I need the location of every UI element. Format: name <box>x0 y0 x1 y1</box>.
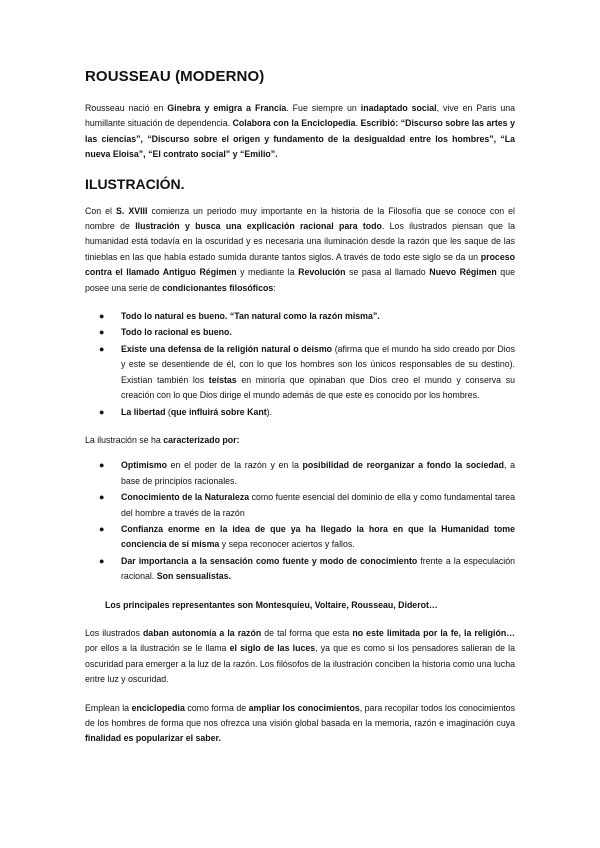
intro-paragraph-run: : <box>273 282 276 293</box>
intro-paragraph-run: S. XVIII <box>116 205 148 216</box>
intro-paragraph-run: que posee una serie de <box>85 267 515 293</box>
bio-paragraph-run: Ginebra y emigra a Francia <box>167 103 287 113</box>
list-item <box>85 325 515 340</box>
list-item-text-run: ( <box>165 406 171 417</box>
list-item-text-run: Son sensualistas. <box>156 571 232 582</box>
list-item <box>85 458 515 489</box>
autonomy-paragraph-run: , ya que es como si los pensadores salieran de la oscuridad para emerger a la luz de la razón. Los filósofos de la ilustración conciben la historia como una lucha entre luz y oscuridad. <box>85 643 515 685</box>
bio-paragraph-run: Escribió: “Discurso sobre las artes y las ciencias”, “Discurso sobre el origen y fundamento de la desigualdad entre los hombres”, “La nueva Eloisa”, “El contrato social” y “Emilio”. <box>85 118 515 160</box>
autonomy-paragraph-run: daban autonomía a la razón <box>142 627 262 638</box>
intro-paragraph-run: Revolución <box>298 267 346 278</box>
characterized-intro-run: caracterizado por: <box>163 434 240 445</box>
list-item-text-run: Confianza enorme en la idea de que ya ha llegado la hora en que la Humanidad tome conciencia de sí misma <box>121 523 515 550</box>
intro-paragraph <box>85 204 515 296</box>
list-item-text-run: Todo lo racional es bueno. <box>121 327 232 338</box>
intro-paragraph-run: comienza un periodo muy importante en la historia de la Filosofía que se conoce con el nombre de <box>85 205 515 232</box>
bullet-icon: ● <box>99 555 105 566</box>
list-item-text-run: (afirma que el mundo ha sido creado por Dios y este se desentiende de él, con lo que los hombres son los únicos responsables de su destino). Existían también los <box>121 343 516 385</box>
intro-paragraph-run: Ilustración y busca una explicación racional para todo <box>135 221 382 232</box>
list-item <box>85 554 515 585</box>
intro-paragraph-run: . Los ilustrados piensan que la humanidad está todavía en la oscuridad y es necesaria una iluminación desde la razón que les saque de las tinieblas en las que había estado sumida durante tantos siglos. A través de todo este siglo se da un <box>85 221 515 262</box>
encyclopedia-paragraph <box>85 701 515 747</box>
intro-paragraph-run: Nuevo Régimen <box>429 267 497 278</box>
list-item <box>85 342 515 404</box>
bio-paragraph-run: . Fue siempre un <box>286 103 361 113</box>
intro-paragraph-run: y mediante la <box>236 267 299 278</box>
list-item-text-run: frente a la especulación racional. <box>121 555 515 582</box>
intro-paragraph-run: Con el <box>85 205 117 216</box>
bio-paragraph-run: Rousseau nació en <box>85 103 168 113</box>
encyclopedia-paragraph-run: enciclopedia <box>131 702 185 713</box>
encyclopedia-paragraph-run: ampliar los conocimientos <box>248 702 360 713</box>
characterized-intro <box>85 433 515 448</box>
bullet-icon: ● <box>99 406 105 417</box>
autonomy-paragraph-run: Los ilustrados <box>85 627 143 638</box>
list-item-text-run: Dar importancia a la sensación como fuente y modo de conocimiento <box>121 555 418 566</box>
autonomy-paragraph-run: no este limitada por la fe, la religión… <box>352 627 515 638</box>
list-item-text-run: como fuente esencial del dominio de ella y como fundamental tarea del hombre a través de la razón <box>121 492 515 518</box>
autonomy-paragraph <box>85 626 515 688</box>
list-item-text-run: posibilidad de reorganizar a fondo la sociedad <box>302 460 504 471</box>
list-item-text-run: Existe una defensa de la religión natural o deísmo <box>121 343 333 354</box>
autonomy-paragraph-run: el siglo de las luces <box>229 643 316 654</box>
encyclopedia-paragraph-run: Emplean la <box>85 702 132 713</box>
list-item-text-run: y sepa reconocer aciertos y fallos. <box>219 539 355 550</box>
section-heading: ILUSTRACIÓN. <box>85 175 185 192</box>
intro-paragraph-run: proceso contra el llamado Antiguo Régimen <box>85 251 515 278</box>
list-item <box>85 522 515 553</box>
characteristics-list <box>85 458 515 584</box>
intro-paragraph-run: se pasa al llamado <box>345 267 430 278</box>
bio-paragraph-run: . <box>355 118 361 129</box>
representatives-line <box>85 598 515 613</box>
list-item-text-run: , a base de principios racionales. <box>121 460 515 486</box>
list-item <box>85 309 515 324</box>
conditions-list <box>85 309 515 420</box>
list-item <box>85 405 515 420</box>
encyclopedia-paragraph-run: como forma de <box>184 702 249 713</box>
bullet-icon: ● <box>99 343 105 354</box>
list-item-text-run: teístas <box>208 374 237 385</box>
list-item-text-run: Conocimiento de la Naturaleza <box>121 492 250 503</box>
list-item-text-run: ). <box>266 406 273 417</box>
page-title: ROUSSEAU (MODERNO) <box>85 68 265 85</box>
list-item-text-run: que influirá sobre Kant <box>170 406 267 417</box>
bio-paragraph-run: , vive en Paris una humillante situación de dependencia. <box>85 103 515 129</box>
encyclopedia-paragraph-run: , para recopilar todos los conocimientos de los hombres de forma que nos ofrezca una visión global basada en la memoria, razón e imaginación cuya <box>85 702 515 728</box>
bio-paragraph-run: inadaptado social <box>360 103 437 113</box>
characterized-intro-run: La ilustración se ha <box>85 434 164 445</box>
list-item-text-run: Todo lo natural es bueno. “Tan natural como la razón misma”. <box>121 311 380 322</box>
bullet-icon: ● <box>99 492 105 503</box>
bio-paragraph <box>85 101 515 163</box>
list-item-text-run: La libertad <box>121 406 166 417</box>
encyclopedia-paragraph-run: finalidad es popularizar el saber. <box>85 733 221 744</box>
bullet-icon: ● <box>99 327 105 338</box>
list-item-text-run: Optimismo <box>121 460 167 471</box>
bullet-icon: ● <box>99 523 105 534</box>
bullet-icon: ● <box>99 460 105 471</box>
list-item-text-run: en el poder de la razón y en la <box>166 460 303 471</box>
bullet-icon: ● <box>99 311 105 322</box>
intro-paragraph-run: condicionantes filosóficos <box>162 282 274 293</box>
autonomy-paragraph-run: de tal forma que esta <box>261 627 353 638</box>
list-item-text-run: en minoría que opinaban que Dios creo el mundo y conserva su creación con lo que Dios dirige el mundo además de que este es conocido por los hombres. <box>121 374 516 401</box>
document-body <box>85 68 515 760</box>
autonomy-paragraph-run: por ellos a la ilustración se le llama <box>85 643 230 654</box>
bio-paragraph-run: Colabora con la Enciclopedia <box>232 118 356 129</box>
representatives-text: Los principales representantes son Montesquieu, Voltaire, Rousseau, Diderot… <box>105 599 438 610</box>
list-item <box>85 490 515 521</box>
